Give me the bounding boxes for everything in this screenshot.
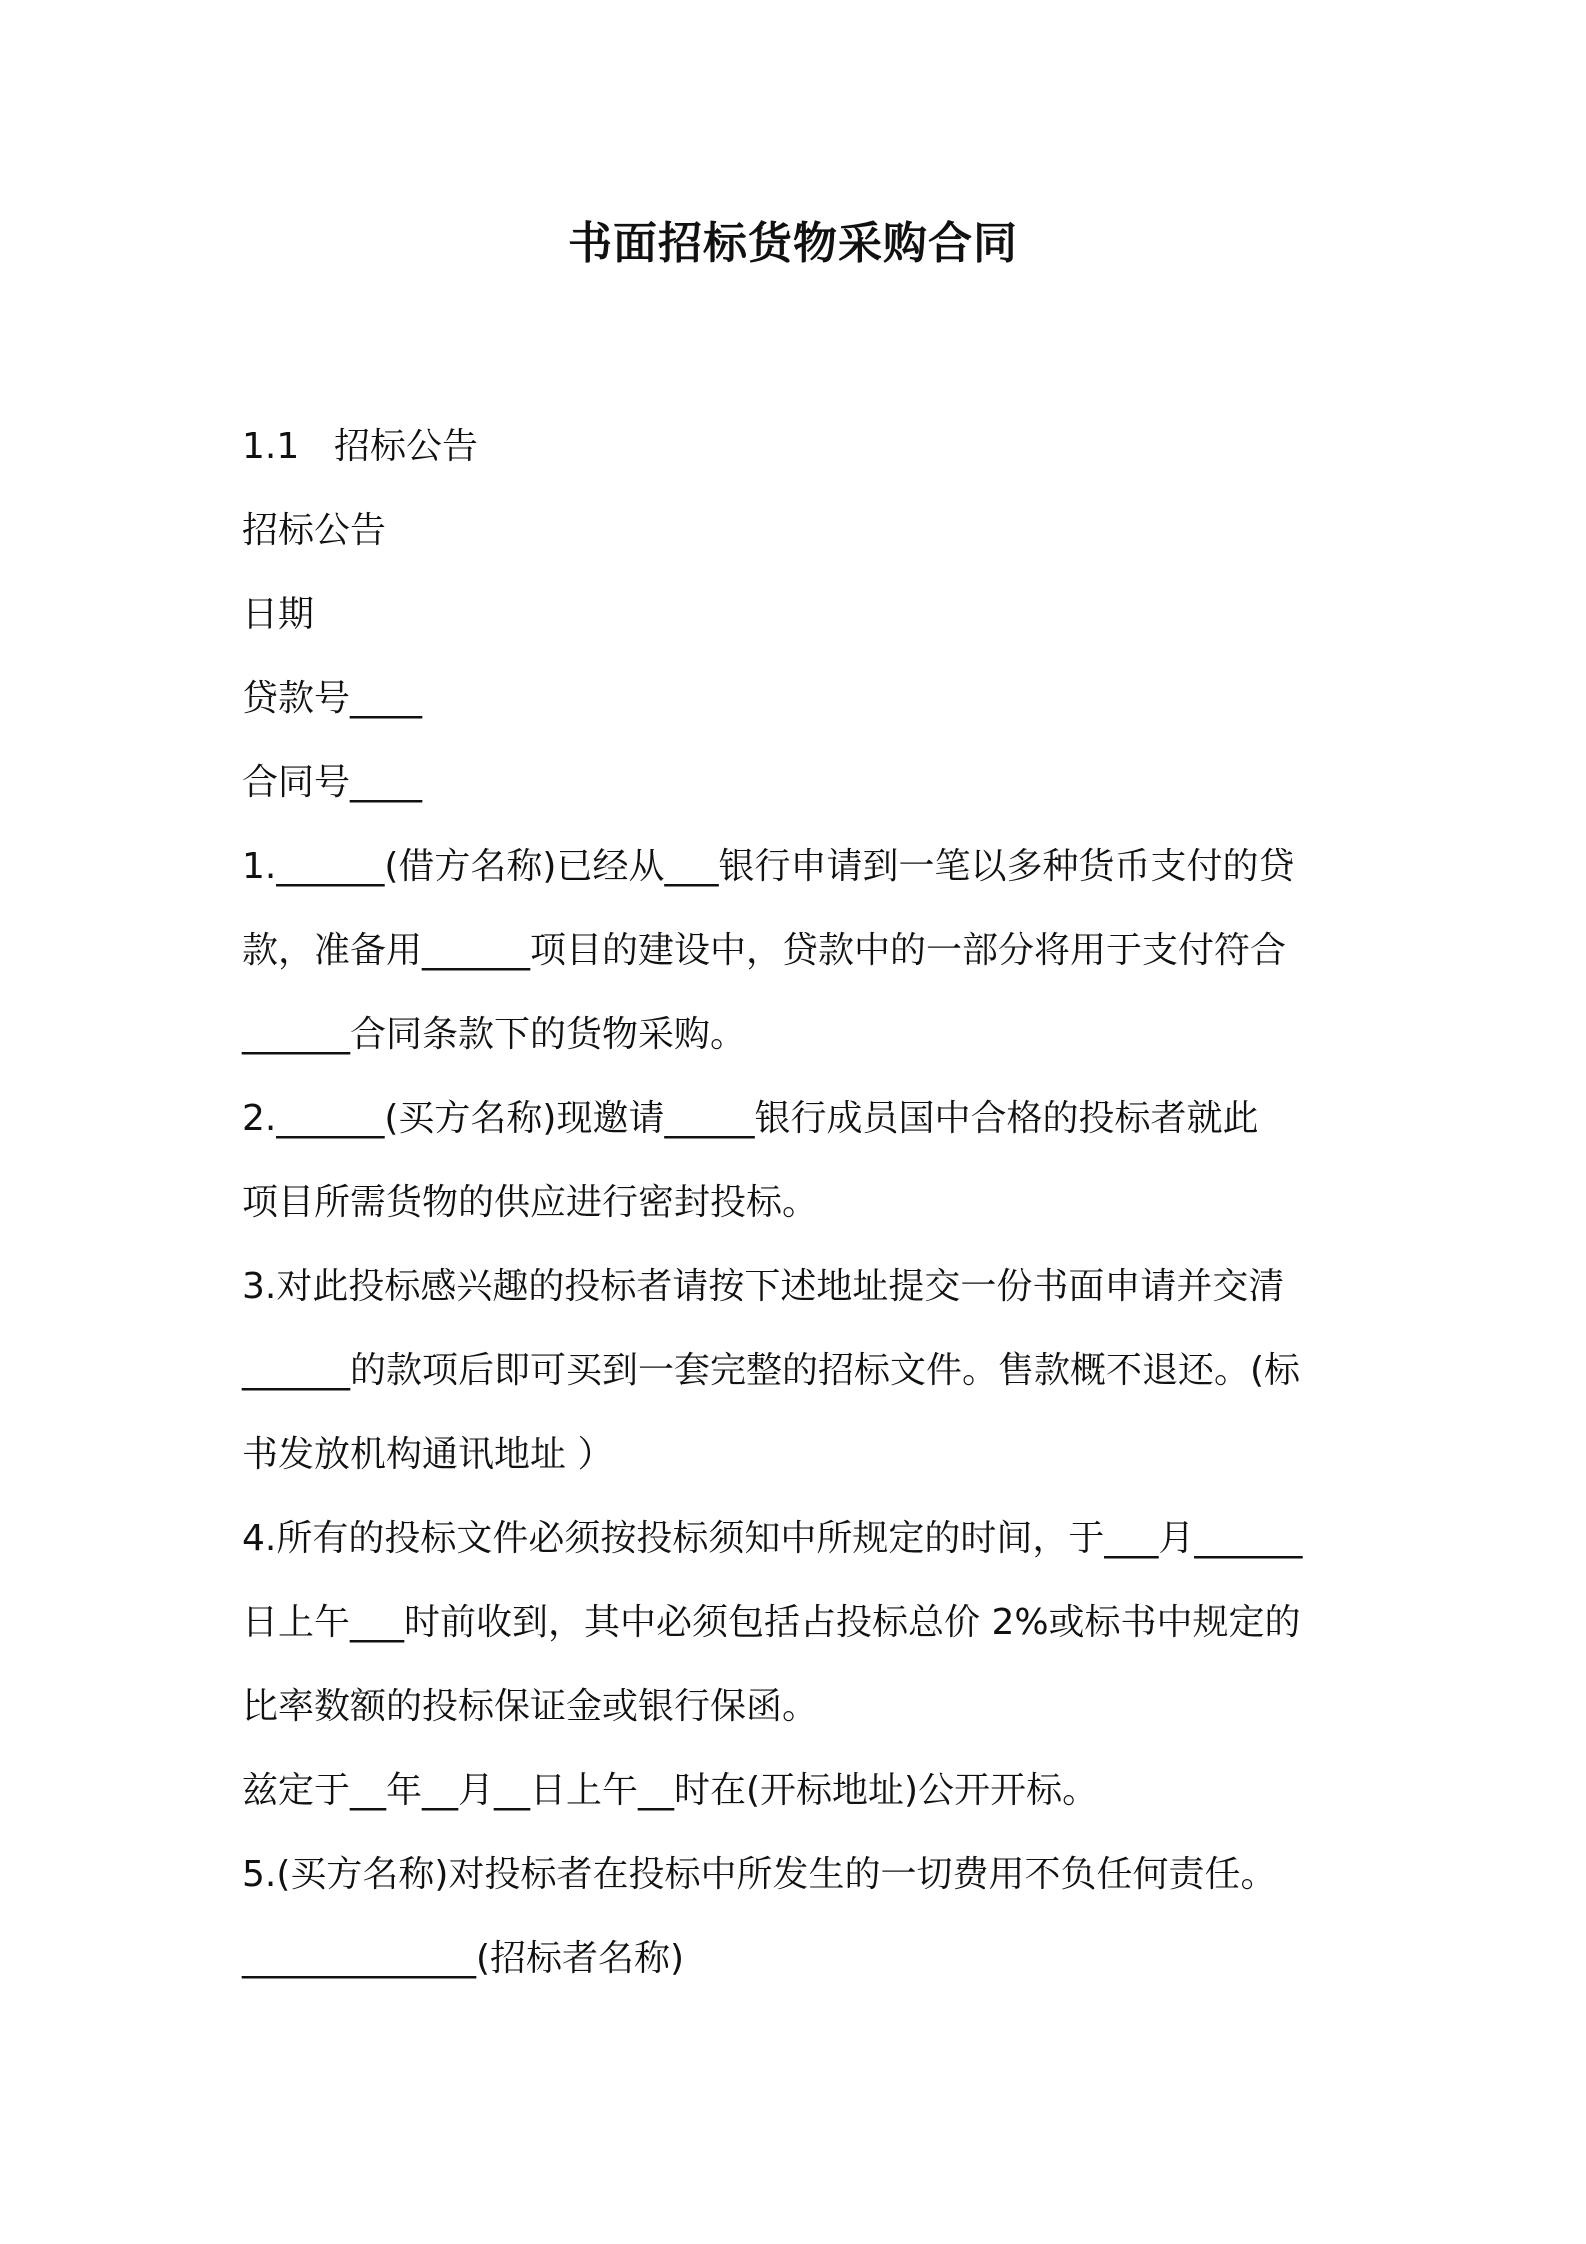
text-line: 兹定于__年__月__日上午__时在(开标地址)公开开标。 <box>242 1770 1099 1811</box>
text-line: 3.对此投标感兴趣的投标者请按下述地址提交一份书面申请并交清 <box>242 1266 1285 1307</box>
text-line: ______合同条款下的货物采购。 <box>242 1014 747 1055</box>
text-line: 2.______(买方名称)现邀请_____银行成员国中合格的投标者就此 <box>242 1098 1259 1139</box>
section-title: 招标公告 <box>334 426 479 467</box>
text-line: 贷款号____ <box>242 678 423 719</box>
document-title: 书面招标货物采购合同 <box>568 218 1018 269</box>
text-line: 项目所需货物的供应进行密封投标。 <box>242 1182 819 1223</box>
text-line: ______的款项后即可买到一套完整的招标文件。售款概不退还。(标 <box>242 1350 1301 1391</box>
text-line: 4.所有的投标文件必须按投标须知中所规定的时间，于___月______ <box>242 1518 1303 1559</box>
text-line: 款，准备用______项目的建设中，贷款中的一部分将用于支付符合 <box>242 930 1287 971</box>
text-line: 1.______(借方名称)已经从___银行申请到一笔以多种货币支付的贷 <box>242 846 1295 887</box>
text-line: 日上午___时前收到，其中必须包括占投标总价 2%或标书中规定的 <box>242 1602 1301 1643</box>
document-body <box>242 405 1362 2001</box>
section-number: 1.1 <box>242 426 300 467</box>
text-line: 比率数额的投标保证金或银行保函。 <box>242 1686 819 1727</box>
text-line: 日期 <box>242 594 315 635</box>
section-heading <box>242 405 1362 489</box>
text-line: 招标公告 <box>242 510 387 551</box>
text-line: 5.(买方名称)对投标者在投标中所发生的一切费用不负任何责任。 <box>242 1854 1277 1895</box>
signature-line: _____________(招标者名称) <box>242 1938 685 1979</box>
text-line: 合同号____ <box>242 762 423 803</box>
text-line: 书发放机构通讯地址 ） <box>242 1434 614 1475</box>
